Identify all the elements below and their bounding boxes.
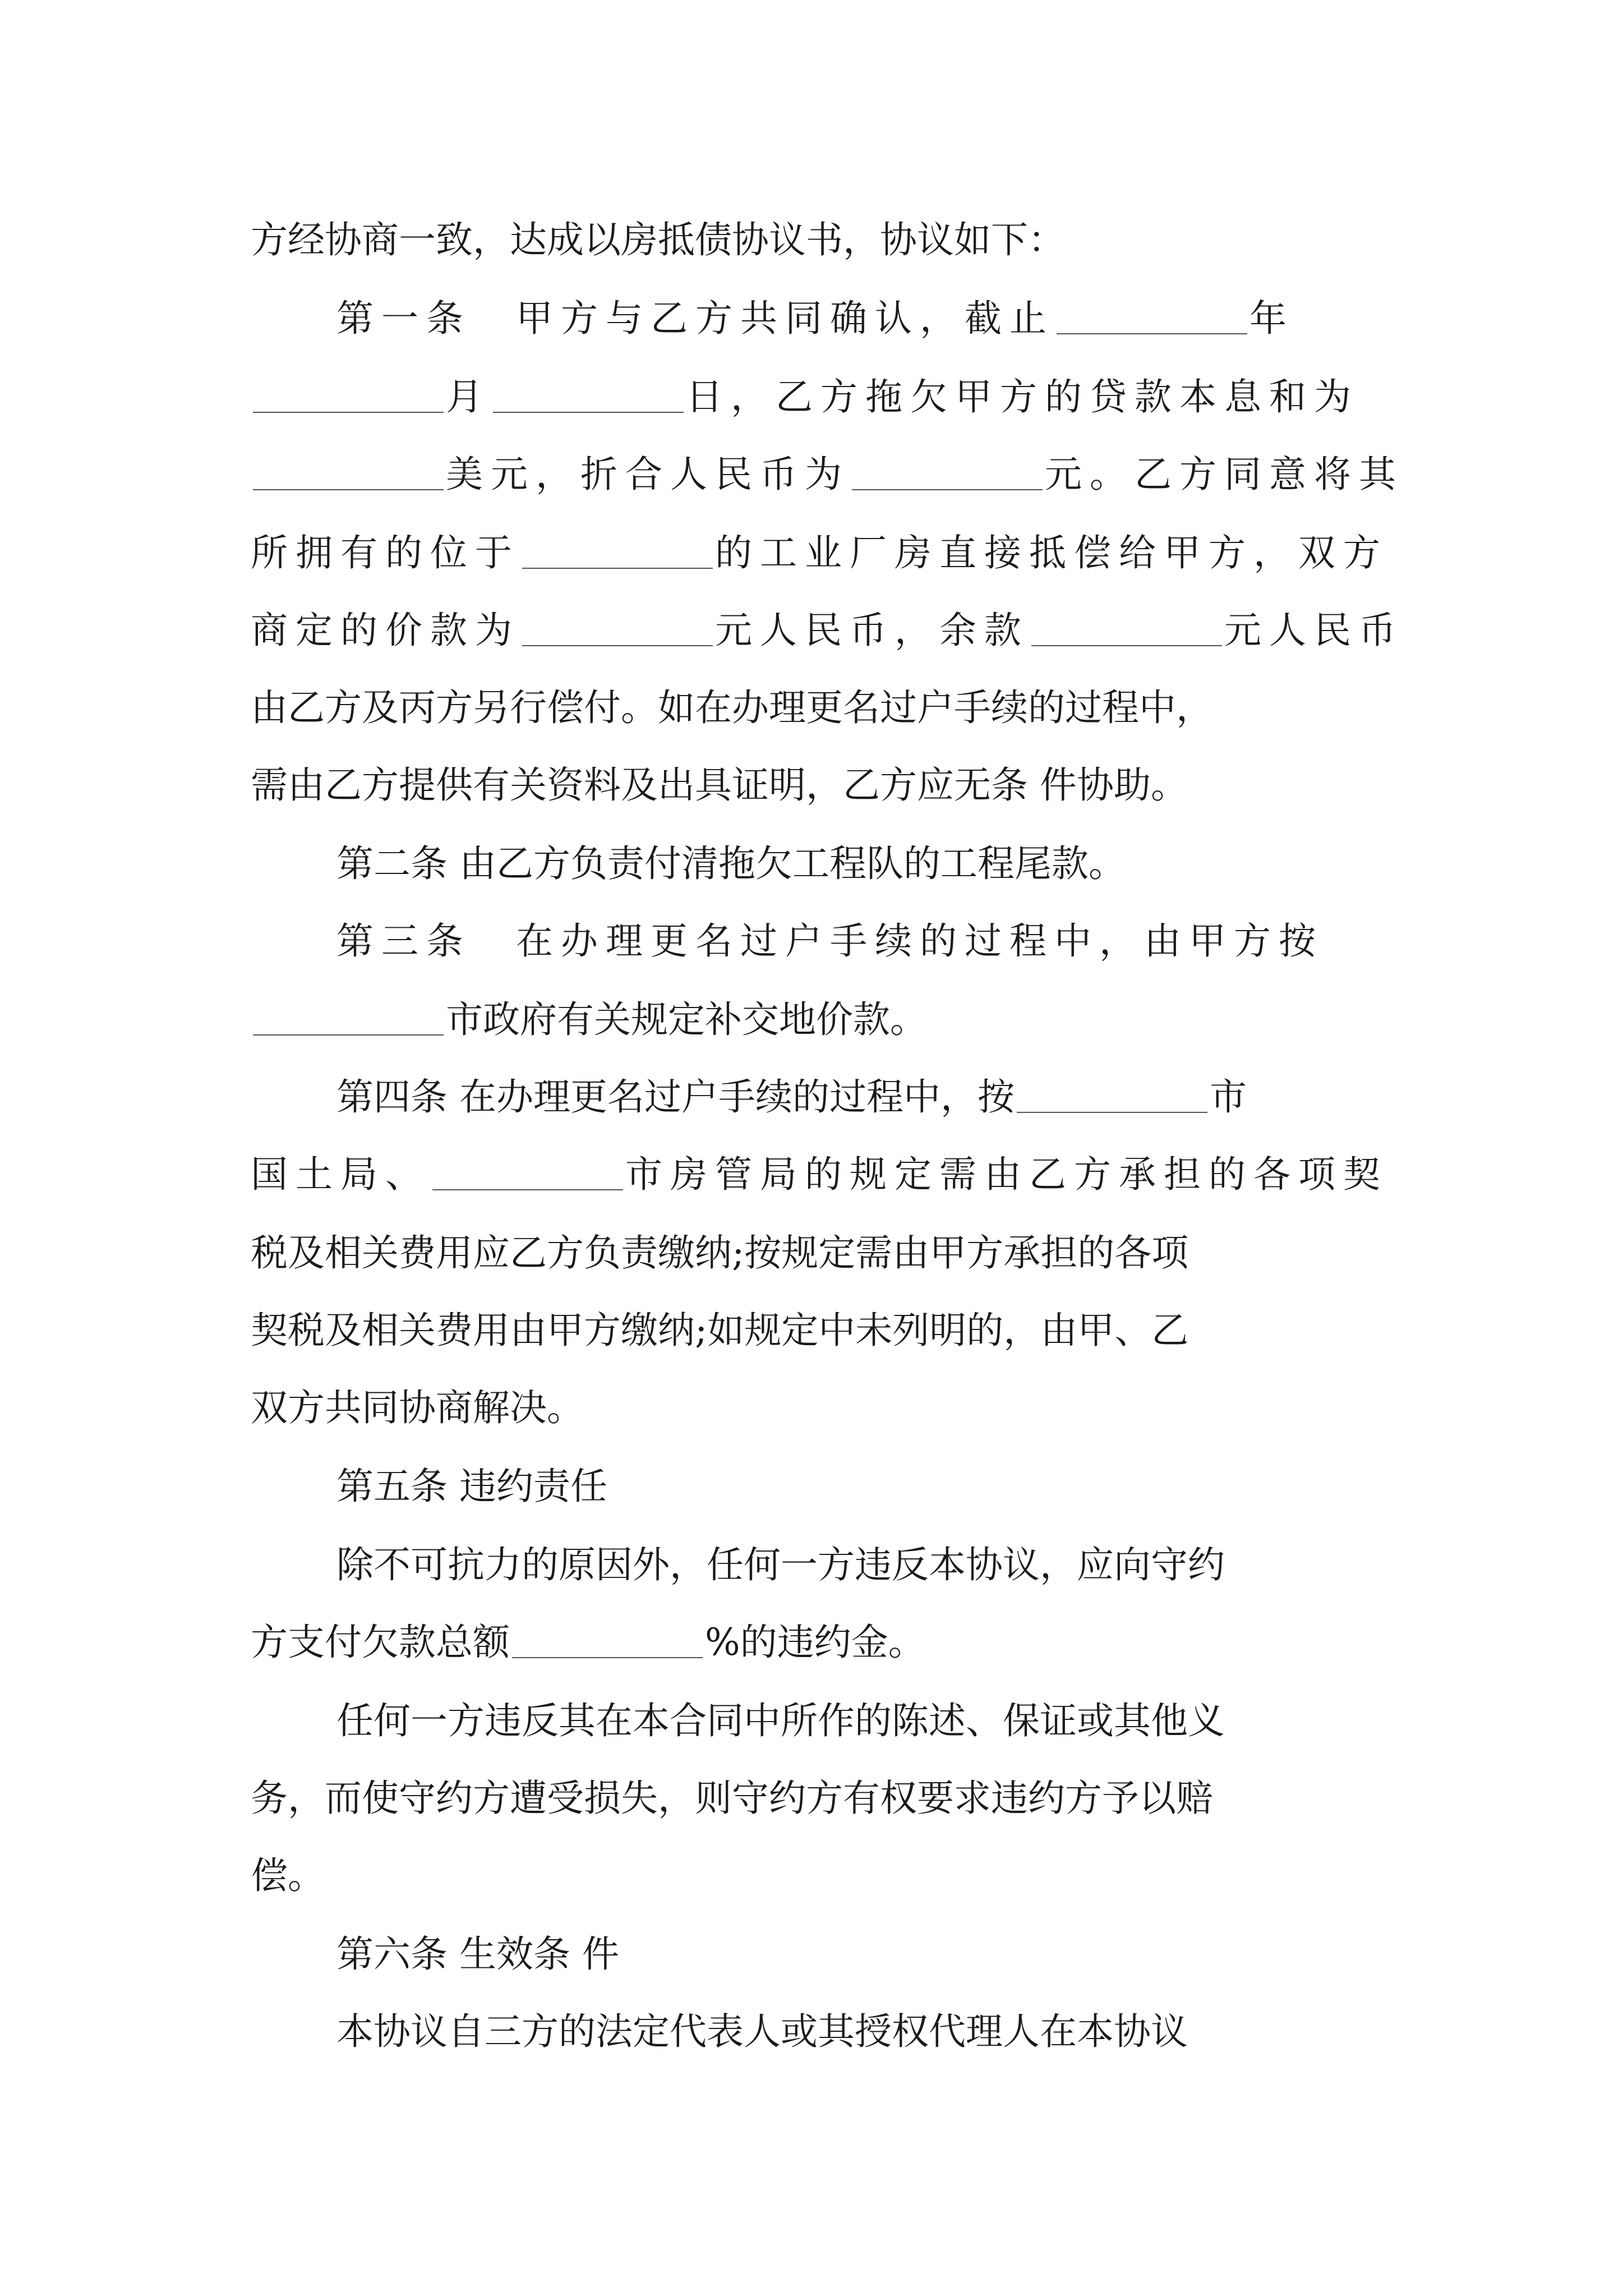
text-segment: 第四条 在办理更名过户手续的过程中，按	[336, 1075, 1015, 1119]
text-segment: 美元，折合人民币为	[446, 453, 850, 496]
text-segment: 契税及相关费用由甲方缴纳;如规定中未列明的，由甲、乙	[251, 1309, 1189, 1352]
text-segment: 市政府有关规定补交地价款。	[446, 998, 927, 1041]
text-segment: 第六条 生效条 件	[336, 1932, 619, 1976]
fill-in-blank	[1017, 1112, 1207, 1113]
text-line	[251, 760, 1395, 811]
text-line	[336, 1540, 1395, 1590]
text-line	[251, 605, 1404, 656]
text-segment: 的工业厂房直接抵偿给甲方，双方	[715, 531, 1388, 574]
text-line	[251, 1773, 1395, 1824]
text-segment: %的违约金。	[705, 1621, 925, 1664]
text-segment: 日，乙方拖欠甲方的贷款本息和为	[686, 375, 1359, 418]
text-line	[251, 683, 1395, 733]
text-line	[251, 1149, 1395, 1200]
text-segment: 由乙方及丙方另行偿付。如在办理更名过户手续的过程中，	[251, 686, 1213, 729]
text-line	[336, 293, 1395, 344]
fill-in-blank	[253, 1034, 444, 1036]
text-line	[251, 1228, 1395, 1278]
text-line	[251, 1617, 1395, 1668]
text-segment: 税及相关费用应乙方负责缴纳;按规定需由甲方承担的各项	[251, 1231, 1189, 1274]
text-line	[251, 528, 1395, 578]
text-segment: 市	[1209, 1075, 1247, 1119]
text-line	[336, 916, 1395, 967]
fill-in-blank	[522, 568, 713, 569]
text-line	[336, 2007, 1395, 2057]
text-line	[251, 372, 1395, 422]
text-segment: 第一条 甲方与乙方共同确认，截止	[336, 297, 1054, 340]
text-segment: 方支付欠款总额	[251, 1621, 510, 1664]
text-segment: 年	[1249, 297, 1294, 340]
text-segment: 需由乙方提供有关资料及出具证明，乙方应无条 件协助。	[251, 763, 1188, 807]
text-line	[251, 1383, 1395, 1433]
text-segment: 元人民币，余款	[715, 609, 1029, 652]
fill-in-blank	[493, 412, 684, 413]
fill-in-blank	[432, 1189, 623, 1190]
fill-in-blank	[522, 645, 713, 646]
text-segment: 所拥有的位于	[251, 531, 520, 574]
text-line	[251, 1305, 1395, 1356]
text-segment: 方经协商一致，达成以房抵债协议书，协议如下：	[251, 218, 1065, 261]
text-segment: 偿。	[251, 1854, 325, 1897]
text-segment: 第五条 违约责任	[336, 1465, 607, 1508]
text-segment: 月	[446, 375, 491, 418]
text-segment: 任何一方违反其在本合同中所作的陈述、保证或其他义	[336, 1699, 1225, 1742]
text-segment: 第二条 由乙方负责付清拖欠工程队的工程尾款。	[336, 842, 1126, 885]
text-line	[336, 1461, 1395, 1512]
text-line	[336, 1072, 1395, 1122]
text-line	[251, 995, 1395, 1045]
text-line	[336, 1929, 1395, 1980]
text-line	[251, 215, 1395, 265]
text-segment: 元。乙方同意将其	[1045, 453, 1404, 496]
fill-in-blank	[1057, 333, 1247, 334]
text-line	[336, 1696, 1395, 1746]
fill-in-blank	[852, 489, 1043, 490]
fill-in-blank	[253, 412, 444, 413]
text-segment: 本协议自三方的法定代表人或其授权代理人在本协议	[336, 2010, 1188, 2053]
text-line	[251, 1851, 1395, 1901]
fill-in-blank	[1031, 645, 1222, 646]
text-segment: 除不可抗力的原因外，任何一方违反本协议，应向守约	[336, 1543, 1225, 1586]
fill-in-blank	[253, 489, 444, 490]
text-segment: 商定的价款为	[251, 609, 520, 652]
text-line	[336, 839, 1395, 889]
text-segment: 元人民币	[1224, 609, 1404, 652]
text-segment: 国土局、	[251, 1153, 430, 1196]
text-line	[251, 449, 1404, 500]
text-segment: 市房管局的规定需由乙方承担的各项契	[625, 1153, 1388, 1196]
text-segment: 双方共同协商解决。	[251, 1386, 584, 1429]
fill-in-blank	[512, 1657, 703, 1658]
text-segment: 第三条 在办理更名过户手续的过程中，由甲方按	[336, 919, 1324, 963]
text-segment: 务，而使守约方遭受损失，则守约方有权要求违约方予以赔	[251, 1777, 1213, 1820]
